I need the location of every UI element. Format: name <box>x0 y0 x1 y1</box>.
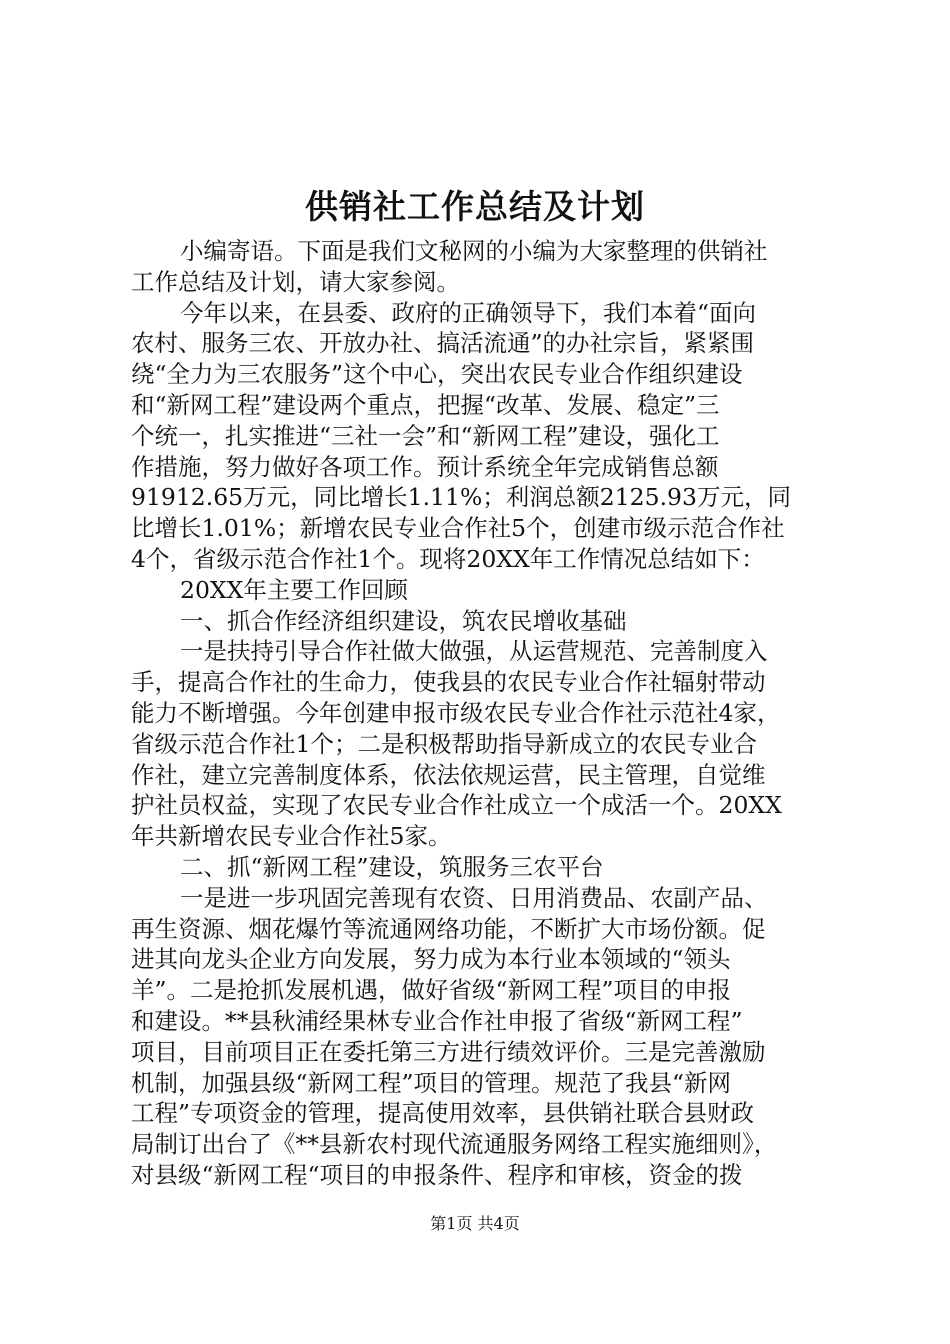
text-line: 作社，建立完善制度体系，依法依规运营，民主管理，自觉维 <box>131 760 766 789</box>
text-line: 手，提高合作社的生命力，使我县的农民专业合作社辐射带动 <box>131 668 766 697</box>
section-heading: 20XX年主要工作回顾 <box>180 575 408 604</box>
text-line: 年共新增农民专业合作社5家。 <box>131 822 452 851</box>
text-line: 局制订出台了《**县新农村现代流通服务网络工程实施细则》， <box>131 1130 778 1159</box>
text-line: 作措施，努力做好各项工作。预计系统全年完成销售总额 <box>131 452 719 481</box>
text-line: 一是进一步巩固完善现有农资、日用消费品、农副产品、 <box>180 883 768 912</box>
text-line: 农村、服务三农、开放办社、搞活流通”的办社宗旨，紧紧围 <box>131 329 755 358</box>
text-line: 91912.65万元，同比增长1.11%；利润总额2125.93万元，同 <box>131 483 791 512</box>
text-line: 能力不断增强。今年创建申报市级农民专业合作社示范社4家， <box>131 698 781 727</box>
text-line: 对县级“新网工程“项目的申报条件、程序和审核，资金的拨 <box>131 1160 743 1189</box>
text-line: 工程”专项资金的管理，提高使用效率，县供销社联合县财政 <box>131 1099 755 1128</box>
text-line: 绕“全力为三农服务”这个中心，突出农民专业合作组织建设 <box>131 360 743 389</box>
page-number-footer: 第1页 共4页 <box>430 1214 520 1233</box>
text-line: 比增长1.01%；新增农民专业合作社5个，创建市级示范合作社 <box>131 514 785 543</box>
text-line: 个统一，扎实推进“三社一会”和“新网工程”建设，强化工 <box>131 421 720 450</box>
text-line: 工作总结及计划，请大家参阅。 <box>131 267 460 296</box>
text-line: 项目，目前项目正在委托第三方进行绩效评价。三是完善激励 <box>131 1037 766 1066</box>
text-line: 和建设。**县秋浦经果林专业合作社申报了省级“新网工程” <box>131 1006 743 1035</box>
section-heading: 二、抓“新网工程”建设，筑服务三农平台 <box>180 852 604 881</box>
text-line: 护社员权益，实现了农民专业合作社成立一个成活一个。20XX <box>131 791 782 820</box>
text-line: 再生资源、烟花爆竹等流通网络功能，不断扩大市场份额。促 <box>131 914 766 943</box>
text-line: 省级示范合作社1个；二是积极帮助指导新成立的农民专业合 <box>131 729 757 758</box>
text-line: 机制，加强县级“新网工程”项目的管理。规范了我县“新网 <box>131 1068 732 1097</box>
text-line: 今年以来，在县委、政府的正确领导下，我们本着“面向 <box>180 298 757 327</box>
section-heading: 一、抓合作经济组织建设，筑农民增收基础 <box>180 606 627 635</box>
text-line: 羊”。二是抢抓发展机遇，做好省级“新网工程”项目的申报 <box>131 976 732 1005</box>
text-line: 进其向龙头企业方向发展，努力成为本行业本领域的“领头 <box>131 945 731 974</box>
document-title: 供销社工作总结及计划 <box>305 187 645 226</box>
document-body <box>131 236 831 1191</box>
text-line: 和“新网工程”建设两个重点，把握“改革、发展、稳定”三 <box>131 390 720 419</box>
text-line: 一是扶持引导合作社做大做强，从运营规范、完善制度入 <box>180 637 768 666</box>
text-line: 小编寄语。下面是我们文秘网的小编为大家整理的供销社 <box>180 237 768 265</box>
text-line: 4个，省级示范合作社1个。现将20XX年工作情况总结如下： <box>131 544 765 573</box>
